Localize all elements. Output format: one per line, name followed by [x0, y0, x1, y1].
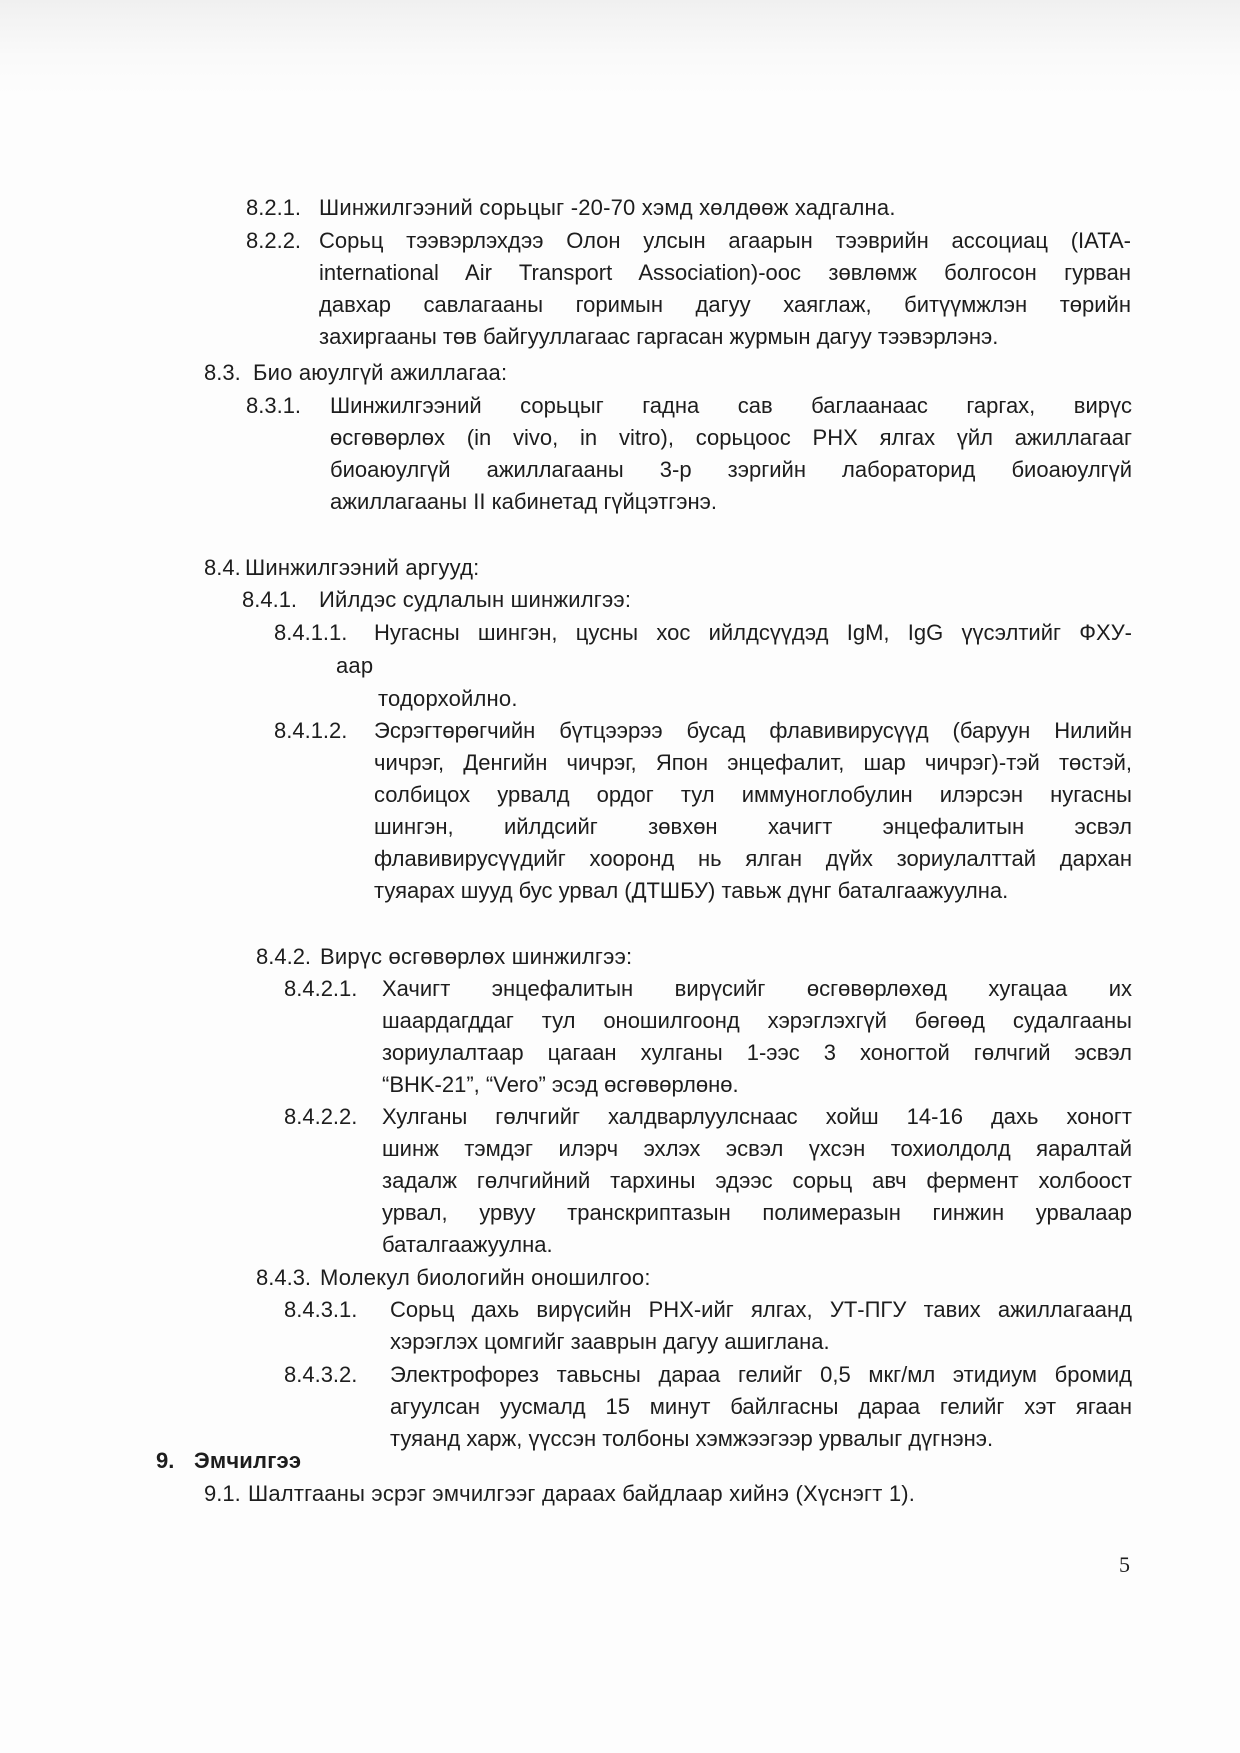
- paragraph-line: шинж тэмдэг илэрч эхлэх эсвэл үхсэн тохиолдолд яаралтай: [382, 1136, 1132, 1161]
- paragraph-line: Нугасны шингэн, цусны хос ийлдсүүдэд IgM, IgG үүсэлтийг ФХУ-: [374, 620, 1132, 645]
- paragraph-line: зориулалтаар цагаан хулганы 1-ээс 3 хоногтой гөлчгий эсвэл: [382, 1040, 1132, 1065]
- section-body-8-4-2-2: [382, 1101, 1132, 1261]
- section-body-8-2-2: [319, 225, 1131, 353]
- paragraph-line: Эсрэгтөрөгчийн бүтцээрээ бусад флавивирусүүд (баруун Нилийн: [374, 718, 1132, 743]
- section-number-8-4: 8.4.: [204, 555, 241, 580]
- paragraph-line: туяарах шууд бус урвал (ДТШБУ) тавьж дүнг баталгаажуулна.: [374, 878, 1009, 903]
- section-number-8-4-2-2: 8.4.2.2.: [284, 1104, 358, 1129]
- paragraph-line: солбицох урвалд ордог тул иммуноглобулин илэрсэн нугасны: [374, 782, 1132, 807]
- section-heading-8-4-2: Вирүс өсгөвөрлөх шинжилгээ:: [320, 944, 633, 969]
- section-number-9-1: 9.1.: [204, 1481, 241, 1506]
- paragraph-line: Шинжилгээний сорьцыг гадна сав баглаанаас гаргах, вирүс: [330, 393, 1132, 418]
- section-body-8-3-1: [330, 390, 1132, 518]
- paragraph-line: өсгөвөрлөх (in vivo, in vitro), сорьцоос РНХ ялгах үйл ажиллагааг: [330, 425, 1132, 450]
- section-number-8-2-2: 8.2.2.: [246, 228, 302, 253]
- section-number-8-4-3-1: 8.4.3.1.: [284, 1297, 358, 1322]
- paragraph-line: шингэн, ийлдсийг зөвхөн хачигт энцефалитын эсвэл: [374, 814, 1132, 839]
- section-number-9: 9.: [156, 1448, 175, 1473]
- section-body-8-4-1-2: [374, 715, 1132, 907]
- paragraph-line: хэрэглэх цомгийг зааврын дагуу ашиглана.: [390, 1329, 830, 1354]
- section-number-8-3: 8.3.: [204, 360, 241, 385]
- paragraph-line: давхар савлагааны горимын дагуу хаяглаж, битүүмжлэн төрийн: [319, 292, 1131, 317]
- paragraph-line: Хулганы гөлчгийг халдварлуулснаас хойш 14-16 дахь хоногт: [382, 1104, 1132, 1129]
- section-number-8-4-3-2: 8.4.3.2.: [284, 1362, 358, 1387]
- section-heading-8-4: Шинжилгээний аргууд:: [245, 555, 480, 580]
- paragraph-line: захиргааны төв байгууллагаас гаргасан журмын дагуу тээвэрлэнэ.: [319, 324, 999, 349]
- section-text-9-1: Шалтгааны эсрэг эмчилгээг дараах байдлаар хийнэ (Хүснэгт 1).: [248, 1481, 916, 1506]
- section-heading-9: Эмчилгээ: [194, 1448, 302, 1473]
- section-number-8-4-2-1: 8.4.2.1.: [284, 976, 358, 1001]
- paragraph-line: Сорьц дахь вирүсийн РНХ-ийг ялгах, УТ-ПГУ тавих ажиллагаанд: [390, 1297, 1132, 1322]
- paragraph-line: аар: [336, 653, 374, 678]
- paragraph-line: флавивирусүүдийг хооронд нь ялган дүйх зориулалттай дархан: [374, 846, 1132, 871]
- paragraph-line: чичрэг, Денгийн чичрэг, Япон энцефалит, шар чичрэг)-тэй төстэй,: [374, 750, 1132, 775]
- section-body-8-4-3-2: [390, 1359, 1132, 1455]
- section-number-8-4-1: 8.4.1.: [242, 587, 298, 612]
- section-heading-8-3: Био аюулгүй ажиллагаа:: [253, 360, 508, 385]
- paragraph-line: Сорьц тээвэрлэхдээ Олон улсын агаарын тээврийн ассоциац (IATA-: [319, 228, 1131, 253]
- paragraph-line: биоаюулгүй ажиллагааны 3-р зэргийн лабораторид биоаюулгүй: [330, 457, 1132, 482]
- section-number-8-4-3: 8.4.3.: [256, 1265, 312, 1290]
- section-body-8-4-3-1: [390, 1294, 1132, 1358]
- section-number-8-3-1: 8.3.1.: [246, 393, 302, 418]
- paragraph-line: тодорхойлно.: [378, 686, 518, 711]
- section-body-8-4-2-1: [382, 973, 1132, 1101]
- scan-shadow: [0, 0, 1240, 95]
- page-number: 5: [1119, 1552, 1130, 1577]
- paragraph-line: ажиллагааны II кабинетад гүйцэтгэнэ.: [330, 489, 717, 514]
- paragraph-line: international Air Transport Association)-оос зөвлөмж болгосон гурван: [319, 260, 1131, 285]
- section-number-8-4-1-1: 8.4.1.1.: [274, 620, 348, 645]
- paragraph-line: туяанд харж, үүссэн толбоны хэмжээгээр урвалыг дүгнэнэ.: [390, 1426, 994, 1451]
- paragraph-line: агуулсан уусмалд 15 минут байлгасны дараа гелийг хэт ягаан: [390, 1394, 1132, 1419]
- paragraph-line: Хачигт энцефалитын вирүсийг өсгөвөрлөхөд хугацаа их: [382, 976, 1132, 1001]
- paragraph-line: задалж гөлчгийний тархины эдээс сорьц авч фермент холбоост: [382, 1168, 1132, 1193]
- section-heading-8-4-1: Ийлдэс судлалын шинжилгээ:: [319, 587, 632, 612]
- section-body-8-4-1-1: [374, 617, 1132, 649]
- paragraph-line: урвал, урвуу транскриптазын полимеразын гинжин урвалаар: [382, 1200, 1132, 1225]
- paragraph-line: “BHK-21”, “Vero” эсэд өсгөвөрлөнө.: [382, 1072, 739, 1097]
- section-number-8-4-2: 8.4.2.: [256, 944, 312, 969]
- section-number-8-2-1: 8.2.1.: [246, 195, 302, 220]
- paragraph-line: шаардагддаг тул оношилгоонд хэрэглэхгүй бөгөөд судалгааны: [382, 1008, 1132, 1033]
- paragraph-line: Электрофорез тавьсны дараа гелийг 0,5 мкг/мл этидиум бромид: [390, 1362, 1132, 1387]
- section-heading-8-4-3: Молекул биологийн оношилгоо:: [320, 1265, 651, 1290]
- section-text-8-2-1: Шинжилгээний сорьцыг -20-70 хэмд хөлдөөж хадгална.: [319, 195, 896, 220]
- section-number-8-4-1-2: 8.4.1.2.: [274, 718, 348, 743]
- paragraph-line: баталгаажуулна.: [382, 1232, 553, 1257]
